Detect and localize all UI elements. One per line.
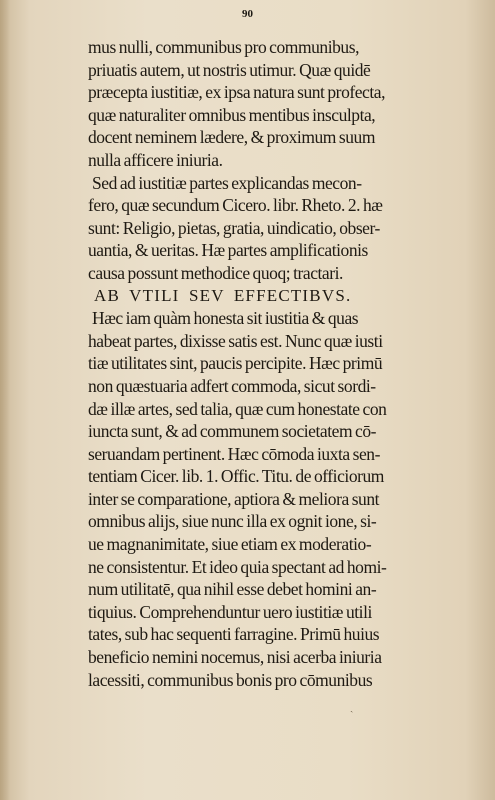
text-line: omnibus alijs, siue nunc illa ex ognit ione, si- — [88, 511, 377, 532]
page-text-block — [88, 36, 473, 691]
text-line: tates, sub hac sequenti farragine. Primū huius — [88, 624, 380, 645]
text-line: ue magnanimitate, siue etiam ex moderatio- — [88, 534, 372, 555]
text-line: Hæc iam quàm honesta sit iustitia & quas — [92, 308, 359, 329]
text-line: tiæ utilitates sint, paucis percipite. Hæc primū — [88, 353, 383, 374]
text-line: præcepta iustitiæ, ex ipsa natura sunt profecta, — [88, 82, 386, 103]
text-line: mus nulli, communibus pro communibus, — [88, 37, 360, 57]
text-line: iuncta sunt, & ad communem societatem cō- — [88, 421, 377, 442]
paper-speck: ˎ — [350, 702, 354, 713]
text-line: lacessiti, communibus bonis pro cōmunibus — [88, 669, 373, 690]
text-line: docent neminem lædere, & proximum suum — [88, 127, 376, 148]
text-line: seruandam pertinent. Hæc cōmoda iuxta sen- — [88, 443, 380, 464]
text-line: sunt: Religio, pietas, gratia, uindicatio, obser- — [88, 217, 380, 238]
text-line: fero, quæ secundum Cicero. libr. Rheto. 2. hæ — [88, 195, 383, 216]
text-line: causa possunt methodice quoq; tractari. — [88, 262, 343, 283]
text-line: non quæstuaria adfert commoda, sicut sordi- — [88, 375, 376, 396]
text-line: dæ illæ artes, sed talia, quæ cum honestate con — [88, 398, 387, 419]
text-line: uantia, & ueritas. Hæ partes amplificationis — [88, 240, 368, 261]
text-line: tiquius. Comprehenduntur uero iustitiæ utili — [88, 601, 372, 622]
text-line: beneficio nemini nocemus, nisi acerba iniuria — [88, 647, 382, 668]
text-line: ne consistentur. Et ideo quia spectant ad homi- — [88, 556, 387, 577]
text-line: habeat partes, dixisse satis est. Nunc quæ iusti — [88, 330, 383, 351]
text-line: inter se comparatione, aptiora & meliora sunt — [88, 488, 380, 509]
text-line: priuatis autem, ut nostris utimur. Quæ quidē — [88, 59, 371, 80]
text-line: Sed ad iustitiæ partes explicandas mecon- — [92, 172, 362, 193]
text-line: quæ naturaliter omnibus mentibus insculpta, — [88, 104, 376, 125]
section-heading: AB VTILI SEV EFFECTIBVS. — [94, 285, 352, 305]
text-line: num utilitatē, qua nihil esse debet homini an- — [88, 579, 377, 600]
page-number: 90 — [242, 8, 253, 20]
text-line: tentiam Cicer. lib. 1. Offic. Titu. de officiorum — [88, 466, 384, 487]
text-line: nulla afficere iniuria. — [88, 149, 223, 170]
